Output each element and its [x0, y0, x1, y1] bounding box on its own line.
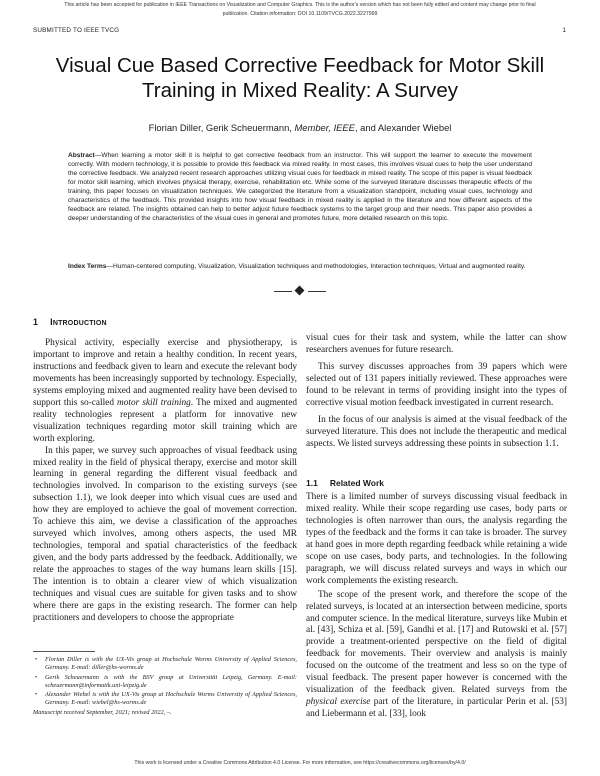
- paragraph-text: . The mixed and augmented reality technologies represent a platform for innovative new visualization techniques regarding motor skill training which are worth exploring.: [33, 397, 297, 444]
- member-title: Member, IEEE: [294, 122, 355, 133]
- paragraph: [33, 338, 297, 446]
- subsection-heading-related-work: [306, 478, 384, 488]
- left-column: [33, 338, 297, 625]
- section-title-initial: I: [50, 317, 53, 327]
- paragraph: This survey discusses approaches from 39 papers which were selected out of 131 papers initially reviewed. These approaches were found to be relevant in terms of providing insight into the types of corrective visual motion feedback investigated in current research.: [306, 361, 567, 408]
- section-title-rest: NTRODUCTION: [52, 320, 107, 327]
- abstract-label: Abstract: [68, 152, 95, 159]
- subsection-title: Related Work: [329, 478, 384, 488]
- paragraph-text: The scope of the present work, and therefore the scope of the related surveys, is located at an intersection between medicine, sports and computer science. In the medical literature, surveys like Mubin et al. [43], Schiza et al. [59], Gandhi et al. [17] and Rutowski et al. [57] provide a treatment-oriented perspective on the field of digital feedback for movements. Their overview and analysis is mainly focused on the outcome of the treatment and less so on the type of visual feedback. The present paper however is concerned with the visualization of the feedback given. Related surveys from the: [306, 589, 567, 696]
- author-list: [40, 122, 560, 133]
- footnotes: [33, 656, 297, 717]
- authors-part-2: , and Alexander Wiebel: [354, 122, 452, 133]
- manuscript-note: Manuscript received September, 2021; revised 2022, –.: [33, 709, 172, 717]
- paragraph-text: Physical activity, especially exercise and physiotherapy, is important to improve and retain a healthy condition. In recent years, instructions and feedback given to learn and execute the relevant body movements has been increasingly supported by technology. Especially, systems employing mixed and augmented reality have been devised to support this so-called: [33, 338, 297, 408]
- paragraph: In the focus of our analysis is aimed at the visual feedback of the surveyed literature. This does not include the therapeutic and medical aspects. We listed surveys addressing these points in subsection 1.1.: [306, 414, 567, 449]
- footnote-affiliation: • Florian Diller is with the UX-Vis group at Hochschule Worms University of Applied Sciences, Germany. E-mail: diller@hs-worms.de: [45, 656, 297, 672]
- subsection-number: 1.1: [306, 478, 318, 488]
- index-terms: [68, 262, 532, 271]
- section-number: 1: [33, 317, 39, 327]
- footnote-affiliation: • Alexander Wiebel is with the UX-Vis group at Hochschule Worms University of Applied Sciences, Germany. E-mail: wiebel@hs-worms.de: [45, 691, 297, 707]
- license-notice: This work is licensed under a Creative Commons Attribution 4.0 License. For more information, see https://creativecommons.org/licenses/by/4.0/: [134, 760, 466, 766]
- running-head: SUBMITTED TO IEEE TVCG: [33, 27, 120, 34]
- section-heading-introduction: [33, 317, 107, 327]
- diamond-icon: [295, 286, 305, 296]
- right-column: [306, 333, 567, 451]
- page-number: 1: [562, 27, 566, 34]
- paragraph: There is a limited number of surveys discussing visual feedback in mixed reality. While their scope regarding use cases, body parts or technologies is often narrower than ours, the analysis regarding the types of the feedback and the forms it can take is broader. The survey at hand goes in more depth regarding feedback while retaining a wide scope on use cases, body parts, and technologies. In the following paragraph, we will discuss related surveys and ways in which our work complements the existing research.: [306, 492, 567, 586]
- abstract-text: —When learning a motor skill it is helpful to get corrective feedback from an instructor. This will support the learner to execute the movement correctly. With modern technology, it is possible to provide this feedback via mixed reality. In most cases, this involves visual cues to help the user understand the corrective feedback. We analyzed recent research approaches utilizing visual cues for feedback in mixed reality. The scope of this paper is visual feedback for motor skill learning, which involves physical therapy, exercise, rehabilitation etc. While some of the surveyed literature discusses therapeutic effects of the training, this paper focuses on visualization techniques. We categorized the literature from a visualization standpoint, including visual cues, technology and characteristics of the feedback. This provided insights into how visual feedback in mixed reality is applied in the literature and how different aspects of the feedback are related. The insights obtained can help to better adjust future feedback systems to the target group and their needs. This paper also provides a deeper understanding of the characteristics of the visual cues in general and promotes future, more detailed research on this topic.: [68, 152, 532, 223]
- abstract: [68, 151, 532, 223]
- index-terms-text: —Human-centered computing, Visualization, Visualization techniques and methodologies, Interaction techniques, Virtual and augmented reality.: [106, 263, 526, 270]
- right-column-continued: [306, 492, 567, 721]
- separator-line-right: [308, 291, 326, 292]
- footnote-rule: [33, 651, 95, 652]
- paragraph-text: part of the literature, in particular Perin et al. [53] and Liebermann et al. [33], look: [306, 697, 567, 720]
- paper-title: Visual Cue Based Corrective Feedback for Motor Skill Training in Mixed Reality: A Survey: [55, 54, 545, 102]
- authors-part-1: Florian Diller, Gerik Scheuermann,: [148, 122, 295, 133]
- emphasis-text: physical exercise: [306, 697, 371, 708]
- separator-line-left: [274, 291, 292, 292]
- paragraph: [306, 590, 567, 721]
- index-terms-label: Index Terms: [68, 263, 107, 270]
- paragraph: In this paper, we survey such approaches of visual feedback using mixed reality in the field of physical therapy, exercise and motor skill learning in general regarding the different visual feedback and technologies involved. In comparison to the existing surveys (see subsection 1.1), we look deeper into which visual cues are used and how they are employed to achieve the goal of movement correction. To achieve this aim, we devise a classification of the approaches surveyed which involves, among others aspects, the used MR technologies, temporal and spatial characteristics of the feedback given, and the body parts addressed by the feedback. Additionally, we relate the approaches to stages of the way humans learn skills [15]. The intention is to obtain a clearer view of which visualization techniques and visual cues are suitable for given tasks and to show where there are gaps in the existing research. The former can help practitioners and developers to choose the appropriate: [33, 445, 297, 623]
- section-separator: [40, 286, 560, 298]
- emphasis-text: motor skill training: [117, 397, 191, 408]
- paragraph: visual cues for their task and system, while the latter can show researchers avenues for future research.: [306, 333, 567, 355]
- footnote-affiliation: • Gerik Scheuermann is with the BSV group at Universität Leipzig, Germany. E-mail: scheuermann@informatik.uni-leipzig.de: [45, 674, 297, 690]
- publication-notice: This article has been accepted for publication in IEEE Transactions on Visualization and Computer Graphics. This is the author's version which has not been fully edited and content may change prior to final publication. Citation information: DOI 10.1109/TVCG.2022.3227999: [64, 2, 536, 17]
